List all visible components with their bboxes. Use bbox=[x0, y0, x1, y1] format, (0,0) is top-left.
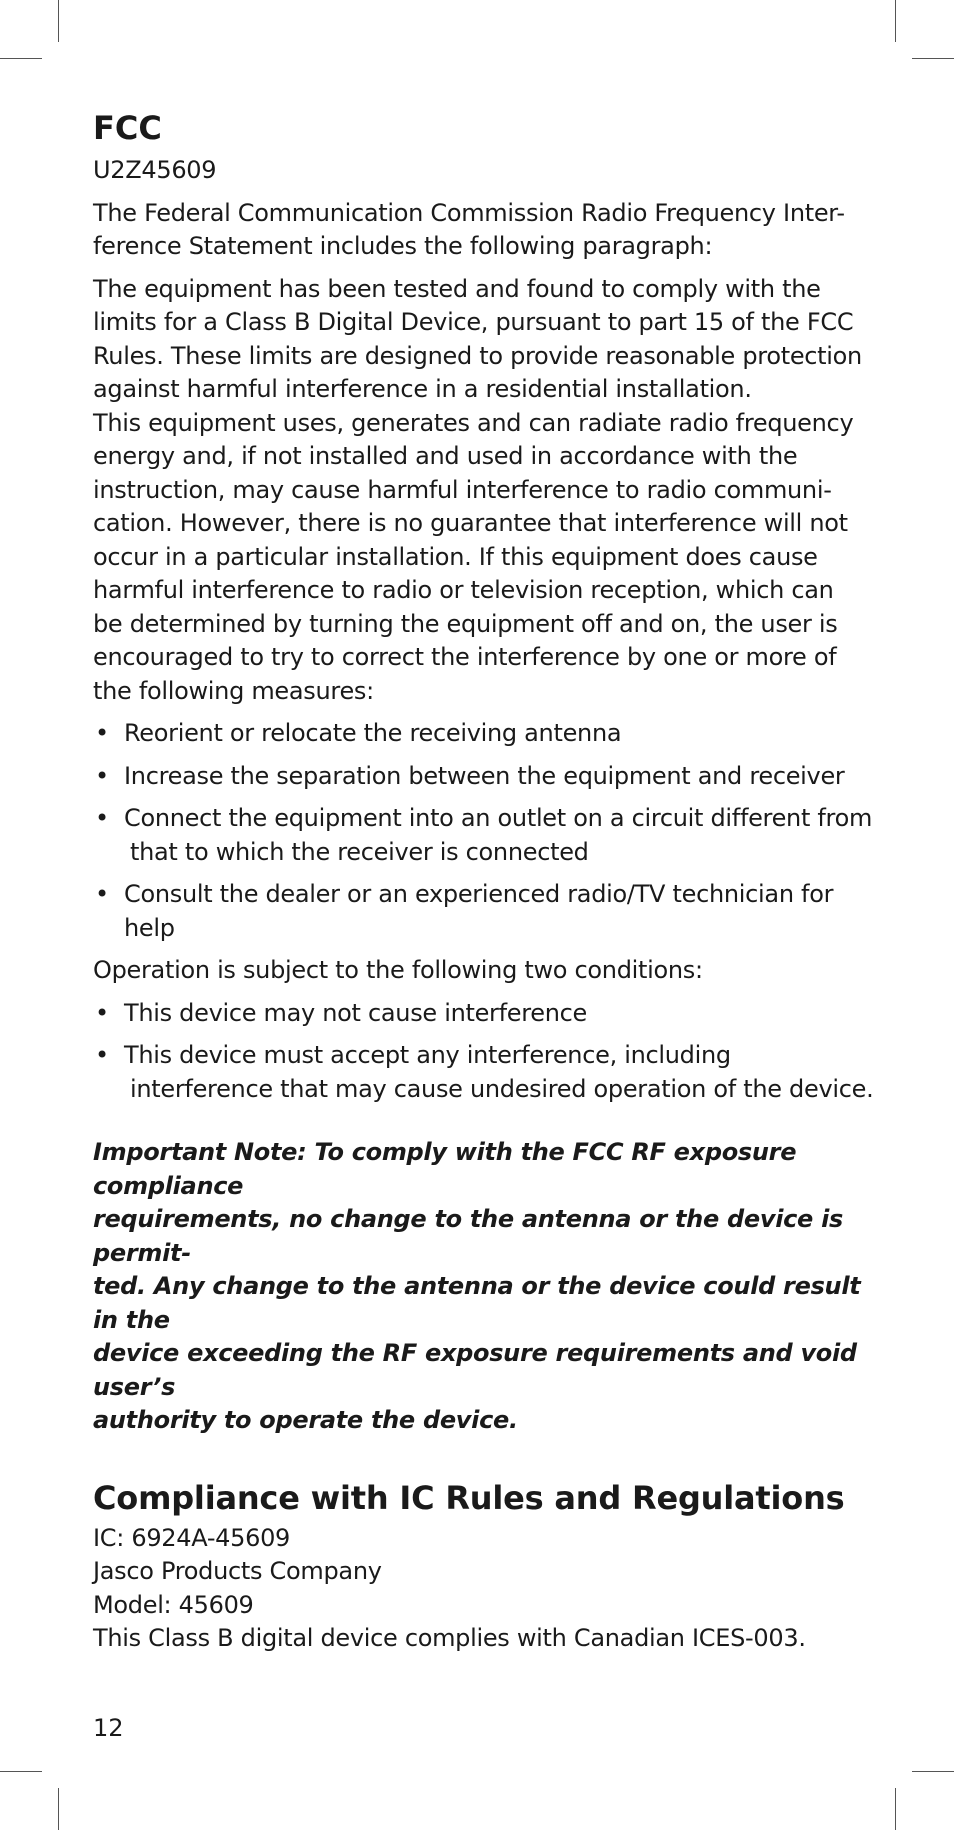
list-item-text: This device may not cause interference bbox=[124, 998, 588, 1027]
fcc-body-line: Rules. These limits are designed to provide reasonable protection bbox=[93, 341, 862, 370]
bullet-icon: • bbox=[95, 1041, 109, 1069]
list-item-continuation: interference that may cause undesired operation of the device. bbox=[130, 1074, 874, 1103]
fcc-body-line: the following measures: bbox=[93, 676, 374, 705]
fcc-id: U2Z45609 bbox=[93, 156, 217, 184]
bullet-icon: • bbox=[95, 761, 109, 790]
bullet-icon: • bbox=[95, 719, 109, 747]
measures-list bbox=[93, 717, 883, 945]
fcc-body-line: limits for a Class B Digital Device, pursuant to part 15 of the FCC bbox=[93, 308, 854, 336]
crop-mark-top-right-horizontal bbox=[912, 58, 954, 59]
fcc-body-line: against harmful interference in a residential installation. bbox=[93, 375, 752, 403]
page-number: 12 bbox=[93, 1714, 124, 1742]
crop-mark-bottom-left-vertical bbox=[58, 1788, 59, 1830]
fcc-body-line: The equipment has been tested and found to comply with the bbox=[93, 274, 821, 303]
bullet-icon: • bbox=[95, 804, 109, 832]
bullet-icon: • bbox=[95, 880, 109, 908]
fcc-body bbox=[93, 273, 883, 709]
fcc-body-line: be determined by turning the equipment off and on, the user is bbox=[93, 609, 838, 638]
list-item-text: Consult the dealer or an experienced radio/TV technician for help bbox=[124, 880, 834, 942]
list-item bbox=[93, 802, 883, 869]
list-item-text: This device must accept any interference, including bbox=[124, 1041, 731, 1069]
list-item-text: Connect the equipment into an outlet on a circuit different from bbox=[124, 804, 873, 832]
ic-details bbox=[93, 1522, 883, 1656]
list-item-continuation: that to which the receiver is connected bbox=[130, 837, 589, 866]
list-item bbox=[93, 878, 883, 945]
fcc-body-line: instruction, may cause harmful interference to radio communi- bbox=[93, 475, 832, 504]
list-item bbox=[93, 717, 883, 751]
fcc-intro-line: The Federal Communication Commission Radio Frequency Inter- bbox=[93, 198, 845, 227]
fcc-intro bbox=[93, 197, 883, 264]
conditions-intro: Operation is subject to the following two conditions: bbox=[93, 956, 703, 984]
fcc-body-line: encouraged to try to correct the interference by one or more of bbox=[93, 643, 837, 671]
list-item bbox=[93, 760, 883, 794]
crop-mark-top-left-vertical bbox=[58, 0, 59, 42]
list-item bbox=[93, 1039, 883, 1106]
page-content bbox=[93, 104, 883, 1656]
fcc-heading: FCC bbox=[93, 109, 162, 147]
important-note-line: Important Note: To comply with the FCC RF exposure compliance bbox=[93, 1138, 797, 1200]
crop-mark-bottom-right-vertical bbox=[895, 1788, 896, 1830]
crop-mark-top-right-vertical bbox=[895, 0, 896, 42]
crop-mark-bottom-right-horizontal bbox=[912, 1771, 954, 1772]
important-note-line: authority to operate the device. bbox=[93, 1406, 518, 1434]
fcc-body-line: occur in a particular installation. If this equipment does cause bbox=[93, 542, 818, 571]
important-note-line: ted. Any change to the antenna or the device could result in the bbox=[93, 1272, 861, 1334]
ic-number: IC: 6924A-45609 bbox=[93, 1523, 291, 1552]
ices-statement: This Class B digital device complies with Canadian ICES-003. bbox=[93, 1624, 806, 1652]
fcc-body-line: energy and, if not installed and used in accordance with the bbox=[93, 442, 798, 470]
fcc-intro-line: ference Statement includes the following paragraph: bbox=[93, 232, 713, 260]
important-note bbox=[93, 1136, 883, 1438]
ic-heading: Compliance with IC Rules and Regulations bbox=[93, 1478, 845, 1517]
fcc-body-line: This equipment uses, generates and can radiate radio frequency bbox=[93, 408, 854, 437]
crop-mark-bottom-left-horizontal bbox=[0, 1771, 42, 1772]
crop-mark-top-left-horizontal bbox=[0, 58, 42, 59]
important-note-line: device exceeding the RF exposure requirements and void user’s bbox=[93, 1339, 857, 1401]
company-name: Jasco Products Company bbox=[93, 1557, 382, 1585]
conditions-list bbox=[93, 997, 883, 1107]
list-item-text: Increase the separation between the equipment and receiver bbox=[124, 761, 845, 790]
important-note-line: requirements, no change to the antenna or the device is permit- bbox=[93, 1205, 843, 1267]
fcc-body-line: cation. However, there is no guarantee that interference will not bbox=[93, 509, 848, 537]
model-number: Model: 45609 bbox=[93, 1590, 254, 1619]
list-item bbox=[93, 997, 883, 1031]
bullet-icon: • bbox=[95, 998, 109, 1027]
fcc-body-line: harmful interference to radio or television reception, which can bbox=[93, 576, 834, 604]
list-item-text: Reorient or relocate the receiving antenna bbox=[124, 719, 622, 747]
